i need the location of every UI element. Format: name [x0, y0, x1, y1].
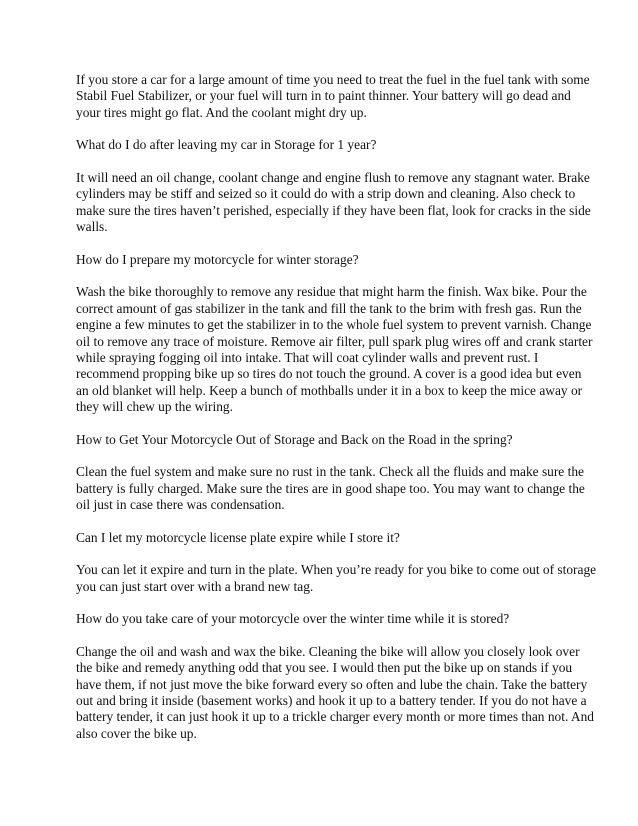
text-line: recommend propping bike up so tires do not touch the ground. A cover is a good idea but even — [76, 366, 582, 382]
text-line: If you store a car for a large amount of time you need to treat the fuel in the fuel tank with some — [76, 72, 590, 87]
answer-paragraph — [76, 562, 597, 595]
text-line: also cover the bike up. — [76, 725, 197, 741]
text-line: make sure the tires haven’t perished, especially if they have been flat, look for cracks in the side — [76, 202, 591, 218]
text-line: the bike and remedy anything odd that you see. I would then put the bike up on stands if you — [76, 660, 573, 676]
text-line: they will chew up the wiring. — [76, 398, 233, 414]
text-line: your tires might go flat. And the coolant might dry up. — [76, 104, 367, 120]
document-page — [76, 72, 597, 758]
text-line: while spraying fogging oil into intake. That will coat cylinder walls and prevent rust. I — [76, 349, 539, 365]
text-line: cylinders may be stiff and seized so it could do with a strip down and cleaning. Also check to — [76, 186, 576, 202]
text-line: Wash the bike thoroughly to remove any residue that might harm the finish. Wax bike. Pour the — [76, 284, 587, 300]
question-heading — [76, 137, 568, 153]
question-heading — [76, 530, 568, 546]
text-line: oil just in case there was condensation. — [76, 496, 285, 512]
text-line: You can let it expire and turn in the plate. When you’re ready for you bike to come out of storage — [76, 562, 597, 578]
text-line: walls. — [76, 219, 108, 235]
question-heading — [76, 252, 568, 268]
text-line: correct amount of gas stabilizer in the tank and fill the tank to the brim with fresh gas. Run the — [76, 300, 582, 316]
text-line: Can I let my motorcycle license plate expire while I store it? — [76, 529, 400, 545]
answer-paragraph — [76, 170, 591, 235]
text-line: you can just start over with a brand new tag. — [76, 578, 314, 594]
text-line: out and bring it inside (basement works) and hook it up to a battery tender. If you do not have a — [76, 693, 587, 709]
answer-paragraph — [76, 644, 594, 742]
answer-paragraph — [76, 284, 593, 415]
answer-paragraph — [76, 464, 585, 513]
question-heading — [76, 432, 568, 448]
text-line: oil to remove any trace of moisture. Remove air filter, pull spark plug wires off and crank starter — [76, 333, 593, 349]
text-line: engine a few minutes to get the stabilizer in to the whole fuel system to prevent varnish. Change — [76, 317, 592, 333]
text-line: What do I do after leaving my car in Storage for 1 year? — [76, 137, 377, 153]
text-line: an old blanket will help. Keep a bunch of mothballs under it in a box to keep the mice away or — [76, 382, 583, 398]
text-line: have them, if not just move the bike forward every so often and lube the chain. Take the battery — [76, 676, 588, 692]
text-line: How do you take care of your motorcycle over the winter time while it is stored? — [76, 611, 510, 627]
text-line: Clean the fuel system and make sure no rust in the tank. Check all the fluids and make sure the — [76, 464, 584, 480]
text-line: Change the oil and wash and wax the bike. Cleaning the bike will allow you closely look over — [76, 644, 580, 660]
text-line: It will need an oil change, coolant change and engine flush to remove any stagnant water. Brake — [76, 170, 590, 186]
text-line: How do I prepare my motorcycle for winter storage? — [76, 251, 359, 267]
text-line: How to Get Your Motorcycle Out of Storage and Back on the Road in the spring? — [76, 431, 513, 447]
text-line: battery is fully charged. Make sure the tires are in good shape too. You may want to change the — [76, 480, 585, 496]
question-heading — [76, 611, 568, 627]
text-line: Stabil Fuel Stabilizer, or your fuel will turn in to paint thinner. Your battery will go dead and — [76, 88, 571, 104]
intro-paragraph — [76, 72, 590, 121]
text-line: battery tender, it can just hook it up to a trickle charger every month or more times than not. And — [76, 709, 594, 725]
